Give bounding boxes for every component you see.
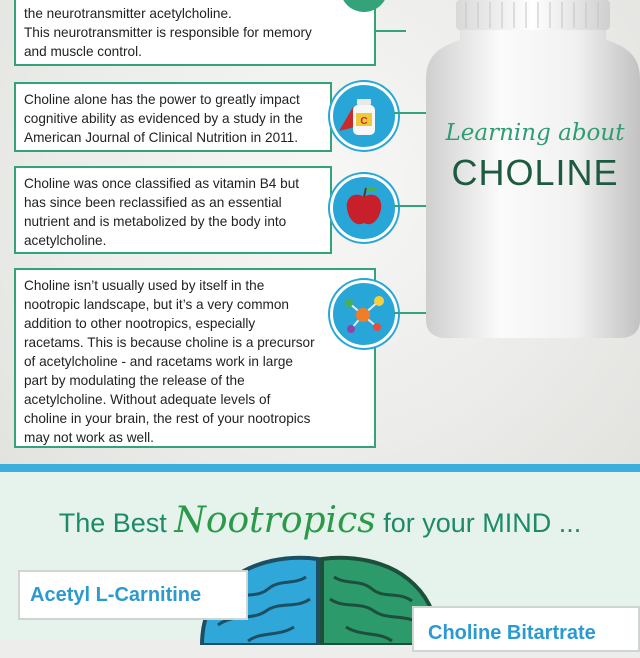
fact-card-2-line: Choline alone has the power to greatly impact (24, 92, 300, 107)
superhero-bottle-icon (330, 82, 398, 150)
fact-card-1-line: and muscle control. (24, 44, 142, 59)
fact-card-4-line: may not work as well. (24, 430, 154, 445)
pill-label: Choline Bitartrate (428, 622, 596, 644)
heading-suffix: for your MIND ... (383, 508, 582, 538)
heading-script-word: Nootropics (174, 500, 376, 541)
fact-card-3 (14, 166, 332, 254)
fact-card-4-line: nootropic landscape, but it’s a very common (24, 297, 289, 312)
section-divider (0, 464, 640, 472)
fact-card-4 (14, 268, 376, 448)
fact-card-2-line: cognitive ability as evidenced by a study in the (24, 111, 303, 126)
fact-card-1 (14, 0, 376, 66)
fact-card-3-line: has since been reclassified as an essential (24, 195, 282, 210)
heading-prefix: The Best (58, 508, 167, 538)
fact-card-2-line: American Journal of Clinical Nutrition in 2011. (24, 130, 299, 145)
fact-card-3-line: nutrient and is metabolized by the body into (24, 214, 287, 229)
fact-card-3-line: Choline was once classified as vitamin B4 but (24, 176, 300, 191)
nootropic-acetyl-l-carnitine (18, 570, 248, 620)
fact-card-4-line: choline in your brain, the rest of your nootropics (24, 411, 311, 426)
fact-card-4-line: addition to other nootropics, especially (24, 316, 256, 331)
fact-card-4-line: acetylcholine. Without adequate levels of (24, 392, 271, 407)
molecule-icon (330, 280, 398, 348)
nootropic-choline-bitartrate (412, 606, 640, 652)
fact-card-4-line: part by modulating the release of the (24, 373, 245, 388)
fact-card-4-line: of acetylcholine - and racetams work in large (24, 354, 293, 369)
bottle-script-text: Learning about (445, 120, 625, 146)
apple-icon (330, 174, 398, 242)
fact-card-1-line: This neurotransmitter is responsible for memory (24, 25, 312, 40)
fact-card-1-line: the neurotransmitter acetylcholine. (24, 6, 232, 21)
pill-label: Acetyl L-Carnitine (30, 584, 202, 606)
fact-card-2 (14, 82, 332, 152)
hero-letter: C (360, 116, 368, 127)
connector-1 (376, 30, 406, 32)
fact-card-3-line: acetylcholine. (24, 233, 107, 248)
section-heading (0, 500, 640, 541)
bottle-title: CHOLINE (451, 152, 619, 193)
fact-card-4-line: racetams. This is because choline is a precursor (24, 335, 315, 350)
fact-card-4-line: Choline isn’t usually used by itself in the (24, 278, 265, 293)
